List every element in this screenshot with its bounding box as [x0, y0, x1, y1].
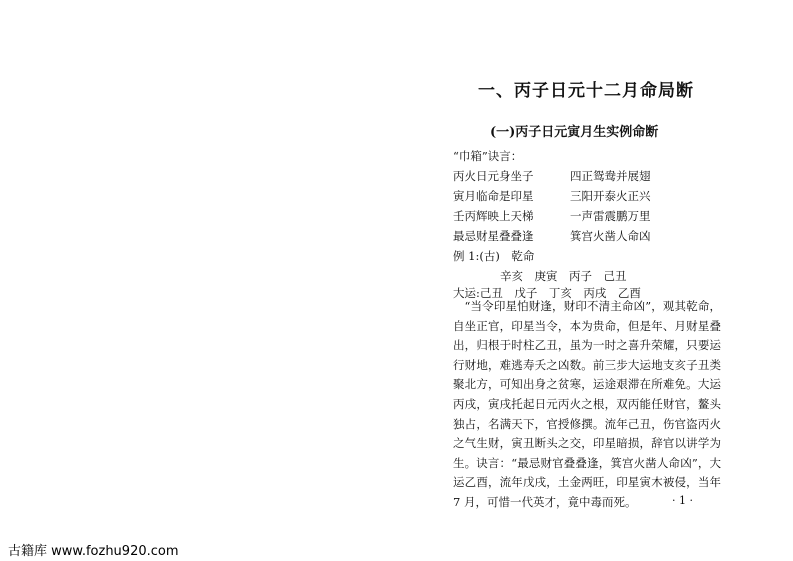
chapter-title: 一、丙子日元十二月命局断	[478, 81, 694, 101]
verse-line-right-1: 四正鸳鸯并展翅	[570, 169, 651, 183]
verse-line-left-2: 寅月临命是印星	[453, 189, 534, 203]
verse-line-left-1: 丙火日元身坐子	[453, 169, 534, 183]
four-pillars: 辛亥 庚寅 丙子 己丑	[500, 269, 627, 283]
page-number: · 1 ·	[672, 494, 693, 507]
analysis-paragraph: “当令印星怕财逢，财印不清主命凶”，观其乾命，自坐正官，印星当令，本为贵命，但是年、月财星叠出，归根于时柱乙丑，虽为一时之喜升荣耀，只要运行财地，难逃寿夭之凶数。前三步大运地支亥子丑类聚北方，可知出身之贫寒，运途艰滞在所难免。大运丙戌，寅戌托起日元丙火之根，双丙能任财官，鳌头独占，名满天下，官授修撰。流年己丑，伤官盗丙火之气生财，寅丑断头之交，印星暗损，辞官以讲学为生。诀言：“最忌财官叠叠逢，箕宫火凿人命凶”，大运乙酉，流年戊戌，土金两旺，印星寅木被侵，当年 7 月，可惜一代英才，竟中毒而死。	[453, 299, 721, 509]
dayun-line: 大运:己丑 戊子 丁亥 丙戌 乙酉	[453, 286, 641, 300]
verse-line-left-3: 壬丙辉映上天梯	[453, 209, 534, 223]
site-watermark: 古籍库 www.fozhu920.com	[8, 544, 179, 559]
example-label: 例 1:(古) 乾命	[453, 249, 535, 263]
verse-line-right-3: 一声雷震鹏万里	[570, 209, 651, 223]
verse-line-left-4: 最忌财星叠叠逢	[453, 229, 534, 243]
verse-intro: “巾箱”诀言：	[453, 149, 523, 163]
section-title: (一)丙子日元寅月生实例命断	[490, 125, 659, 140]
verse-line-right-4: 箕宫火凿人命凶	[570, 229, 651, 243]
verse-line-right-2: 三阳开泰火正兴	[570, 189, 651, 203]
